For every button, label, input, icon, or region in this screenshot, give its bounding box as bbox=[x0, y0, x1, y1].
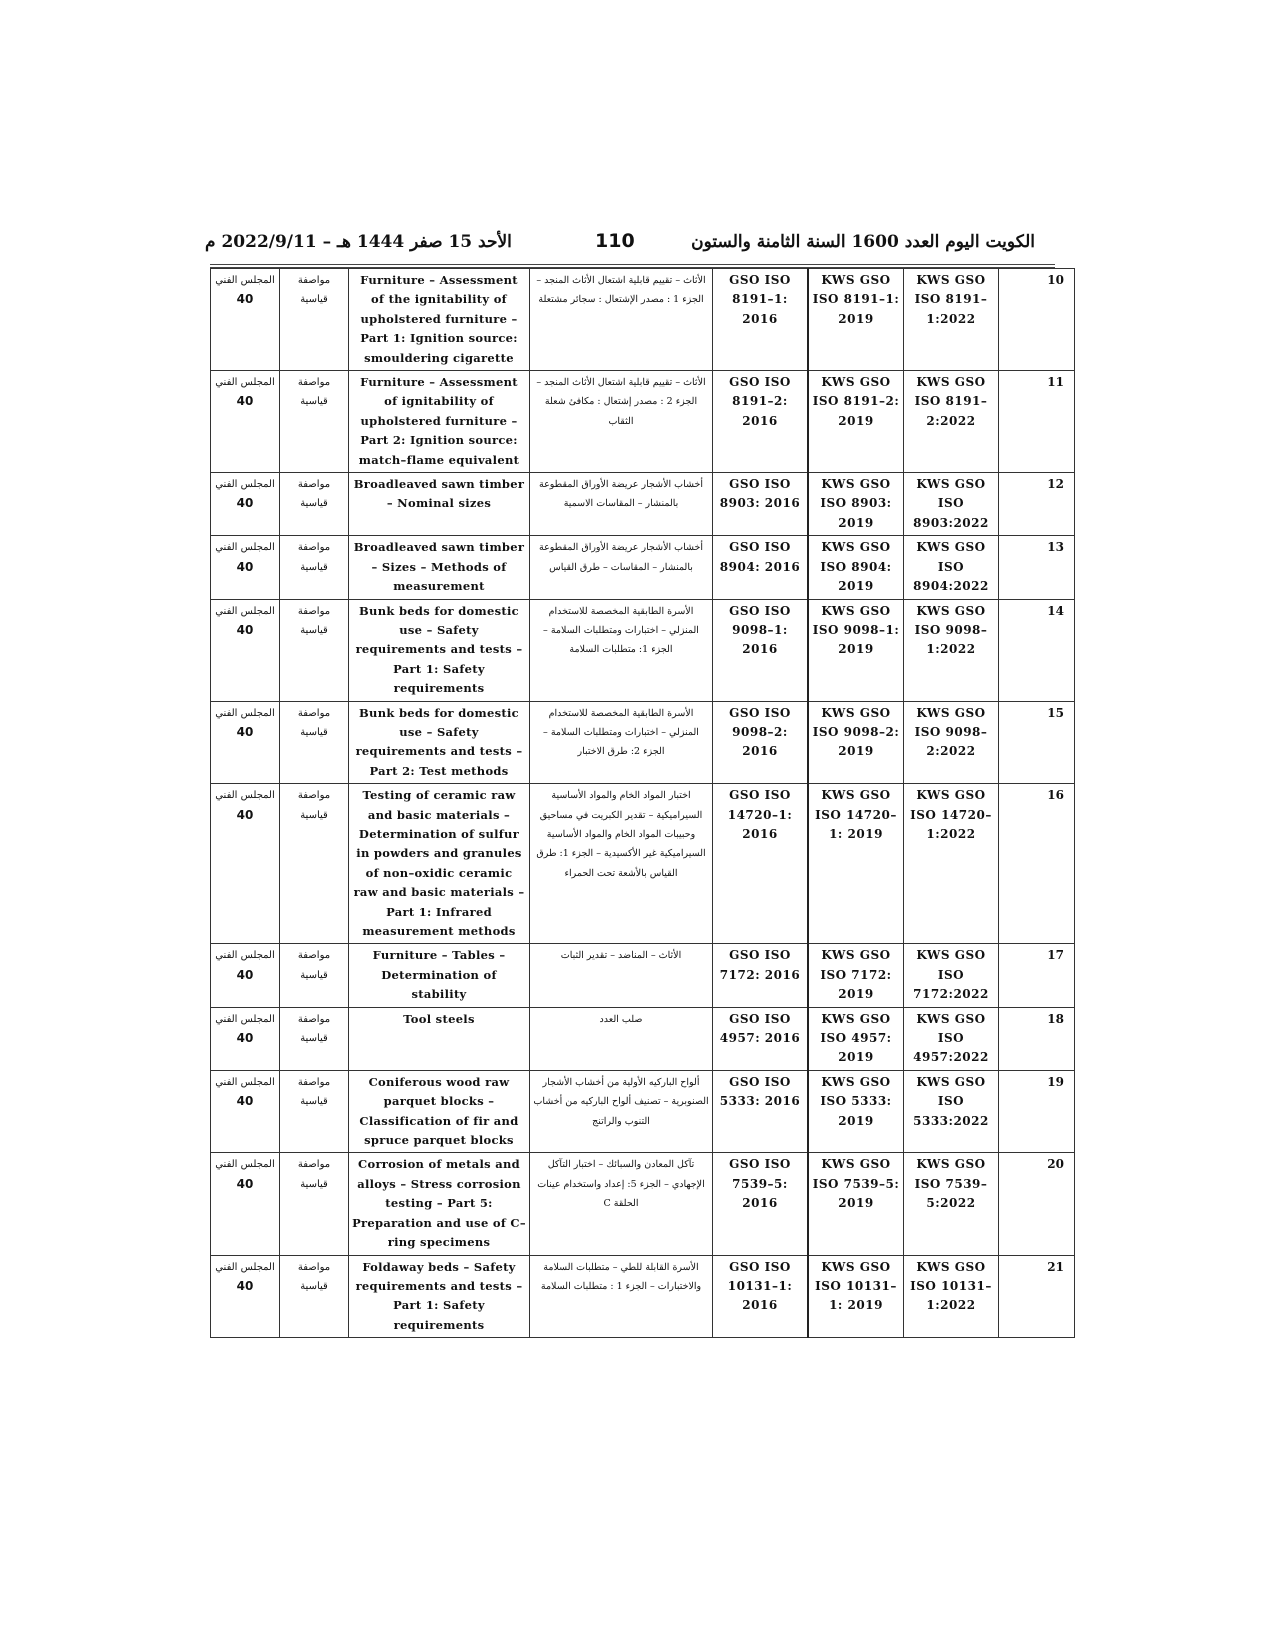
english-title-cell: Coniferous wood raw parquet blocks – Classification of fir and spruce parquet blocks bbox=[349, 1070, 530, 1153]
kws-2022-code-cell: KWS GSO ISO 8903:2022 bbox=[904, 473, 999, 536]
technical-council-cell bbox=[211, 1007, 280, 1070]
council-number: 40 bbox=[236, 1094, 254, 1109]
english-title-cell: Testing of ceramic raw and basic materials – Determination of sulfur in powders and granules of non–oxidic ceramic raw and basic materials – Part 1: Infrared measurement methods bbox=[349, 784, 530, 944]
standard-type-cell: مواصفة قياسية bbox=[280, 1007, 349, 1070]
table-row bbox=[211, 371, 1075, 473]
kws-2019-code-cell: KWS GSO ISO 14720–1: 2019 bbox=[808, 784, 904, 944]
council-label: المجلس الفني bbox=[215, 542, 275, 554]
gazette-title: الكويت اليوم العدد 1600 السنة الثامنة والستون bbox=[691, 232, 1035, 252]
row-number-cell: 18 bbox=[999, 1007, 1075, 1070]
kws-2019-code-cell: KWS GSO ISO 10131–1: 2019 bbox=[808, 1255, 904, 1338]
english-title-cell: Tool steels bbox=[349, 1007, 530, 1070]
english-title-cell: Broadleaved sawn timber – Nominal sizes bbox=[349, 473, 530, 536]
english-title-cell: Corrosion of metals and alloys – Stress corrosion testing – Part 5: Preparation and use of C–ring specimens bbox=[349, 1153, 530, 1255]
row-number-cell: 21 bbox=[999, 1255, 1075, 1338]
council-number: 40 bbox=[236, 559, 254, 574]
council-number: 40 bbox=[236, 1031, 254, 1046]
kws-2022-code-cell: KWS GSO ISO 8904:2022 bbox=[904, 536, 999, 599]
kws-2022-code-cell: KWS GSO ISO 8191– 2:2022 bbox=[904, 371, 999, 473]
technical-council-cell bbox=[211, 1255, 280, 1338]
gso-code-cell: GSO ISO 10131–1: 2016 bbox=[713, 1255, 809, 1338]
kws-2022-code-cell: KWS GSO ISO 7172:2022 bbox=[904, 944, 999, 1007]
english-title-cell: Foldaway beds – Safety requirements and tests – Part 1: Safety requirements bbox=[349, 1255, 530, 1338]
kws-2022-code-cell: KWS GSO ISO 4957:2022 bbox=[904, 1007, 999, 1070]
council-label: المجلس الفني bbox=[215, 1076, 275, 1088]
council-label: المجلس الفني bbox=[215, 479, 275, 491]
row-number-cell: 12 bbox=[999, 473, 1075, 536]
arabic-title-cell: الأثاث – المناضد – تقدير الثبات bbox=[530, 944, 713, 1007]
arabic-title-cell: صلب العدد bbox=[530, 1007, 713, 1070]
gso-code-cell: GSO ISO 7172: 2016 bbox=[713, 944, 809, 1007]
council-number: 40 bbox=[236, 622, 254, 637]
arabic-title-cell: أخشاب الأشجار عريضة الأوراق المقطوعة بالمنشار – المقاسات الاسمية bbox=[530, 473, 713, 536]
row-number-cell: 10 bbox=[999, 269, 1075, 371]
table-row bbox=[211, 599, 1075, 701]
technical-council-cell bbox=[211, 269, 280, 371]
kws-2019-code-cell: KWS GSO ISO 5333: 2019 bbox=[808, 1070, 904, 1153]
page-number: 110 bbox=[595, 230, 635, 252]
gso-code-cell: GSO ISO 9098–2: 2016 bbox=[713, 701, 809, 784]
standard-type-cell: مواصفة قياسية bbox=[280, 1255, 349, 1338]
technical-council-cell bbox=[211, 371, 280, 473]
council-number: 40 bbox=[236, 1176, 254, 1191]
arabic-title-cell: الأثاث – تقييم قابلية اشتعال الأثاث المنجد – الجزء 1 : مصدر الإشتعال : سجائر مشتعلة bbox=[530, 269, 713, 371]
table-row bbox=[211, 1070, 1075, 1153]
council-number: 40 bbox=[236, 496, 254, 511]
gso-code-cell: GSO ISO 4957: 2016 bbox=[713, 1007, 809, 1070]
technical-council-cell bbox=[211, 944, 280, 1007]
table-row bbox=[211, 701, 1075, 784]
kws-2022-code-cell: KWS GSO ISO 10131– 1:2022 bbox=[904, 1255, 999, 1338]
kws-2019-code-cell: KWS GSO ISO 8903: 2019 bbox=[808, 473, 904, 536]
kws-2019-code-cell: KWS GSO ISO 9098–1: 2019 bbox=[808, 599, 904, 701]
row-number-cell: 16 bbox=[999, 784, 1075, 944]
standard-type-cell: مواصفة قياسية bbox=[280, 536, 349, 599]
kws-2022-code-cell: KWS GSO ISO 9098– 1:2022 bbox=[904, 599, 999, 701]
council-label: المجلس الفني bbox=[215, 377, 275, 389]
gso-code-cell: GSO ISO 7539–5: 2016 bbox=[713, 1153, 809, 1255]
english-title-cell: Furniture – Assessment of ignitability of upholstered furniture – Part 2: Ignition source: match–flame equivalent bbox=[349, 371, 530, 473]
row-number-cell: 11 bbox=[999, 371, 1075, 473]
gso-code-cell: GSO ISO 8191–1: 2016 bbox=[713, 269, 809, 371]
gso-code-cell: GSO ISO 5333: 2016 bbox=[713, 1070, 809, 1153]
arabic-title-cell: أخشاب الأشجار عريضة الأوراق المقطوعة بالمنشار – المقاسات – طرق القياس bbox=[530, 536, 713, 599]
standard-type-cell: مواصفة قياسية bbox=[280, 944, 349, 1007]
kws-2019-code-cell: KWS GSO ISO 8904: 2019 bbox=[808, 536, 904, 599]
standard-type-cell: مواصفة قياسية bbox=[280, 784, 349, 944]
standard-type-cell: مواصفة قياسية bbox=[280, 473, 349, 536]
kws-2022-code-cell: KWS GSO ISO 8191– 1:2022 bbox=[904, 269, 999, 371]
council-number: 40 bbox=[236, 394, 254, 409]
row-number-cell: 19 bbox=[999, 1070, 1075, 1153]
technical-council-cell bbox=[211, 473, 280, 536]
arabic-title-cell: ألواح الباركيه الأولية من أخشاب الأشجار الصنوبرية – تصنيف ألواح الباركيه من أخشاب التنوب والراتنج bbox=[530, 1070, 713, 1153]
issue-date: الأحد 15 صفر 1444 هـ – 2022/9/11 م bbox=[205, 232, 512, 252]
arabic-title-cell: الأسرة القابلة للطي – متطلبات السلامة والاختبارات – الجزء 1 : متطلبات السلامة bbox=[530, 1255, 713, 1338]
council-label: المجلس الفني bbox=[215, 950, 275, 962]
kws-2022-code-cell: KWS GSO ISO 14720– 1:2022 bbox=[904, 784, 999, 944]
technical-council-cell bbox=[211, 701, 280, 784]
technical-council-cell bbox=[211, 1070, 280, 1153]
gso-code-cell: GSO ISO 14720–1: 2016 bbox=[713, 784, 809, 944]
table-row bbox=[211, 1007, 1075, 1070]
council-number: 40 bbox=[236, 967, 254, 982]
table-row bbox=[211, 944, 1075, 1007]
arabic-title-cell: تآكل المعادن والسبائك – اختبار التآكل الإجهادي – الجزء 5: إعداد واستخدام عينات الحلقة C bbox=[530, 1153, 713, 1255]
gso-code-cell: GSO ISO 9098–1: 2016 bbox=[713, 599, 809, 701]
english-title-cell: Broadleaved sawn timber – Sizes – Methods of measurement bbox=[349, 536, 530, 599]
arabic-title-cell: الأثاث – تقييم قابلية اشتعال الأثاث المنجد – الجزء 2 : مصدر إشتعال : مكافئ شعلة الثقاب bbox=[530, 371, 713, 473]
kws-2022-code-cell: KWS GSO ISO 9098– 2:2022 bbox=[904, 701, 999, 784]
kws-2019-code-cell: KWS GSO ISO 4957: 2019 bbox=[808, 1007, 904, 1070]
table-row bbox=[211, 784, 1075, 944]
table-row bbox=[211, 536, 1075, 599]
kws-2019-code-cell: KWS GSO ISO 7172: 2019 bbox=[808, 944, 904, 1007]
table-row bbox=[211, 269, 1075, 371]
council-number: 40 bbox=[236, 292, 254, 307]
kws-2022-code-cell: KWS GSO ISO 7539– 5:2022 bbox=[904, 1153, 999, 1255]
council-label: المجلس الفني bbox=[215, 707, 275, 719]
gso-code-cell: GSO ISO 8903: 2016 bbox=[713, 473, 809, 536]
kws-2022-code-cell: KWS GSO ISO 5333:2022 bbox=[904, 1070, 999, 1153]
english-title-cell: Bunk beds for domestic use – Safety requirements and tests – Part 1: Safety requirements bbox=[349, 599, 530, 701]
row-number-cell: 20 bbox=[999, 1153, 1075, 1255]
technical-council-cell bbox=[211, 536, 280, 599]
council-label: المجلس الفني bbox=[215, 275, 275, 286]
council-label: المجلس الفني bbox=[215, 790, 275, 802]
english-title-cell: Furniture – Assessment of the ignitability of upholstered furniture – Part 1: Ignition source: smouldering cigarette bbox=[349, 269, 530, 371]
standard-type-cell: مواصفة قياسية bbox=[280, 269, 349, 371]
standard-type-cell: مواصفة قياسية bbox=[280, 599, 349, 701]
council-number: 40 bbox=[236, 724, 254, 739]
council-label: المجلس الفني bbox=[215, 1013, 275, 1025]
gso-code-cell: GSO ISO 8904: 2016 bbox=[713, 536, 809, 599]
page-header bbox=[205, 232, 1035, 262]
technical-council-cell bbox=[211, 1153, 280, 1255]
kws-2019-code-cell: KWS GSO ISO 9098–2: 2019 bbox=[808, 701, 904, 784]
standard-type-cell: مواصفة قياسية bbox=[280, 1153, 349, 1255]
table-row bbox=[211, 1255, 1075, 1338]
technical-council-cell bbox=[211, 599, 280, 701]
council-label: المجلس الفني bbox=[215, 605, 275, 617]
technical-council-cell bbox=[211, 784, 280, 944]
council-label: المجلس الفني bbox=[215, 1261, 275, 1273]
english-title-cell: Furniture – Tables – Determination of stability bbox=[349, 944, 530, 1007]
standard-type-cell: مواصفة قياسية bbox=[280, 371, 349, 473]
council-label: المجلس الفني bbox=[215, 1159, 275, 1171]
kws-2019-code-cell: KWS GSO ISO 8191–2: 2019 bbox=[808, 371, 904, 473]
kws-2019-code-cell: KWS GSO ISO 7539–5: 2019 bbox=[808, 1153, 904, 1255]
table-row bbox=[211, 1153, 1075, 1255]
arabic-title-cell: الأسرة الطابقية المخصصة للاستخدام المنزلي – اختبارات ومتطلبات السلامة – الجزء 2: طرق الاختبار bbox=[530, 701, 713, 784]
council-number: 40 bbox=[236, 1278, 254, 1293]
council-number: 40 bbox=[236, 807, 254, 822]
standard-type-cell: مواصفة قياسية bbox=[280, 701, 349, 784]
arabic-title-cell: الأسرة الطابقية المخصصة للاستخدام المنزلي – اختبارات ومتطلبات السلامة – الجزء 1: متطلبات السلامة bbox=[530, 599, 713, 701]
arabic-title-cell: اختبار المواد الخام والمواد الأساسية السيراميكية – تقدير الكبريت في مساحيق وحبيبات المواد الخام والمواد الأساسية السيراميكية غير الأكسيدية – الجزء 1: طرق القياس بالأشعة تحت الحمراء bbox=[530, 784, 713, 944]
standard-type-cell: مواصفة قياسية bbox=[280, 1070, 349, 1153]
table-row bbox=[211, 473, 1075, 536]
row-number-cell: 13 bbox=[999, 536, 1075, 599]
english-title-cell: Bunk beds for domestic use – Safety requirements and tests – Part 2: Test methods bbox=[349, 701, 530, 784]
row-number-cell: 17 bbox=[999, 944, 1075, 1007]
row-number-cell: 14 bbox=[999, 599, 1075, 701]
kws-2019-code-cell: KWS GSO ISO 8191–1: 2019 bbox=[808, 269, 904, 371]
row-number-cell: 15 bbox=[999, 701, 1075, 784]
gso-code-cell: GSO ISO 8191–2: 2016 bbox=[713, 371, 809, 473]
standards-table bbox=[210, 268, 1075, 1338]
